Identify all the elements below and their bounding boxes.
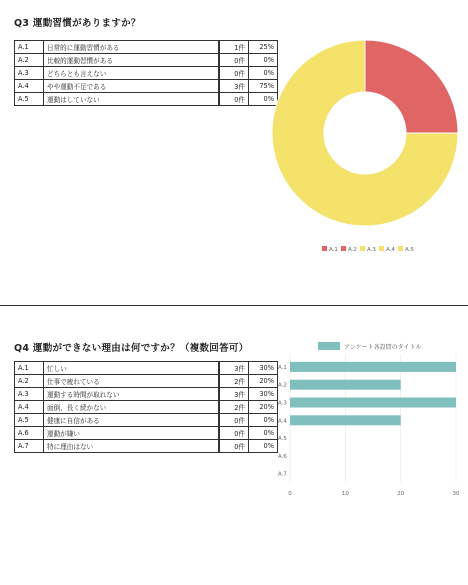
answer-count: 0件: [219, 414, 249, 427]
bar-a2: [290, 380, 401, 390]
answer-count: 2件: [219, 375, 249, 388]
answer-code: A.1: [15, 41, 44, 54]
legend-swatch: [322, 246, 327, 251]
answer-label: やや運動不足である: [44, 80, 220, 93]
answer-code: A.2: [15, 54, 44, 67]
q3-answer-table: [14, 40, 278, 106]
answer-label: 運動が嫌い: [44, 427, 220, 440]
legend-swatch: [379, 246, 384, 251]
answer-percent: 0%: [249, 427, 278, 440]
answer-row: [15, 375, 278, 388]
answer-row: [15, 401, 278, 414]
answer-code: A.3: [15, 67, 44, 80]
q3-title: Q3 運動習慣がありますか？: [14, 18, 141, 29]
legend-swatch: [318, 342, 340, 350]
answer-row: [15, 440, 278, 453]
answer-label: 特に理由はない: [44, 440, 220, 453]
answer-count: 0件: [219, 427, 249, 440]
legend-label: アンケート各設問のタイトル: [344, 344, 422, 351]
answer-label: 健康に自信がある: [44, 414, 220, 427]
y-tick-label: A.2: [278, 382, 287, 389]
answer-percent: 30%: [249, 362, 278, 375]
answer-label: 運動はしていない: [44, 93, 220, 106]
answer-label: 忙しい: [44, 362, 220, 375]
legend-label: A.4: [386, 247, 395, 253]
legend-label: A.3: [367, 247, 376, 253]
answer-count: 3件: [219, 388, 249, 401]
x-tick-label: 30: [452, 491, 460, 497]
y-tick-label: A.1: [278, 364, 287, 371]
answer-row: [15, 414, 278, 427]
answer-label: 比較的運動習慣がある: [44, 54, 220, 67]
y-tick-label: A.4: [278, 418, 287, 425]
legend-label: A.2: [348, 247, 357, 253]
y-tick-label: A.3: [278, 400, 287, 407]
answer-percent: 0%: [249, 414, 278, 427]
answer-count: 0件: [219, 440, 249, 453]
answer-count: 3件: [219, 362, 249, 375]
answer-percent: 0%: [249, 93, 278, 106]
answer-code: A.5: [15, 93, 44, 106]
answer-row: [15, 427, 278, 440]
answer-label: 日常的に運動習慣がある: [44, 41, 220, 54]
answer-percent: 25%: [249, 41, 278, 54]
answer-row: [15, 362, 278, 375]
answer-code: A.5: [15, 414, 44, 427]
bar-a4: [290, 415, 401, 425]
legend-swatch: [360, 246, 365, 251]
answer-percent: 0%: [249, 54, 278, 67]
answer-count: 0件: [219, 67, 249, 80]
answer-label: どちらとも言えない: [44, 67, 220, 80]
answer-label: 仕事で疲れている: [44, 375, 220, 388]
x-tick-label: 20: [397, 491, 405, 497]
legend-swatch: [341, 246, 346, 251]
answer-code: A.6: [15, 427, 44, 440]
answer-label: 面倒、長く続かない: [44, 401, 220, 414]
legend-swatch: [398, 246, 403, 251]
answer-label: 運動する時間が取れない: [44, 388, 220, 401]
answer-code: A.1: [15, 362, 44, 375]
answer-row: [15, 67, 278, 80]
x-tick-label: 0: [288, 491, 292, 497]
q4-answer-table: [14, 361, 278, 453]
answer-count: 0件: [219, 93, 249, 106]
answer-row: [15, 54, 278, 67]
answer-code: A.3: [15, 388, 44, 401]
x-tick-label: 10: [341, 491, 349, 497]
answer-row: [15, 388, 278, 401]
answer-percent: 0%: [249, 67, 278, 80]
answer-row: [15, 80, 278, 93]
answer-row: [15, 93, 278, 106]
answer-count: 2件: [219, 401, 249, 414]
section-divider: [0, 305, 468, 306]
answer-count: 3件: [219, 80, 249, 93]
legend-label: A.5: [405, 247, 414, 253]
bar-a1: [290, 362, 456, 372]
y-tick-label: A.6: [278, 453, 287, 460]
bar-a3: [290, 398, 456, 408]
legend-label: A.1: [329, 247, 338, 253]
q3-donut-chart: [270, 38, 460, 268]
answer-code: A.7: [15, 440, 44, 453]
answer-percent: 0%: [249, 440, 278, 453]
answer-percent: 75%: [249, 80, 278, 93]
answer-count: 0件: [219, 54, 249, 67]
answer-percent: 20%: [249, 401, 278, 414]
answer-row: [15, 41, 278, 54]
y-tick-label: A.5: [278, 436, 287, 443]
answer-code: A.4: [15, 401, 44, 414]
answer-count: 1件: [219, 41, 249, 54]
y-tick-label: A.7: [278, 471, 287, 478]
q4-title: Q4 運動ができない理由は何ですか？（複数回答可）: [14, 343, 249, 354]
answer-percent: 30%: [249, 388, 278, 401]
answer-percent: 20%: [249, 375, 278, 388]
answer-code: A.4: [15, 80, 44, 93]
answer-code: A.2: [15, 375, 44, 388]
donut-slice-a1: [365, 40, 458, 133]
q4-bar-chart: [274, 338, 464, 503]
